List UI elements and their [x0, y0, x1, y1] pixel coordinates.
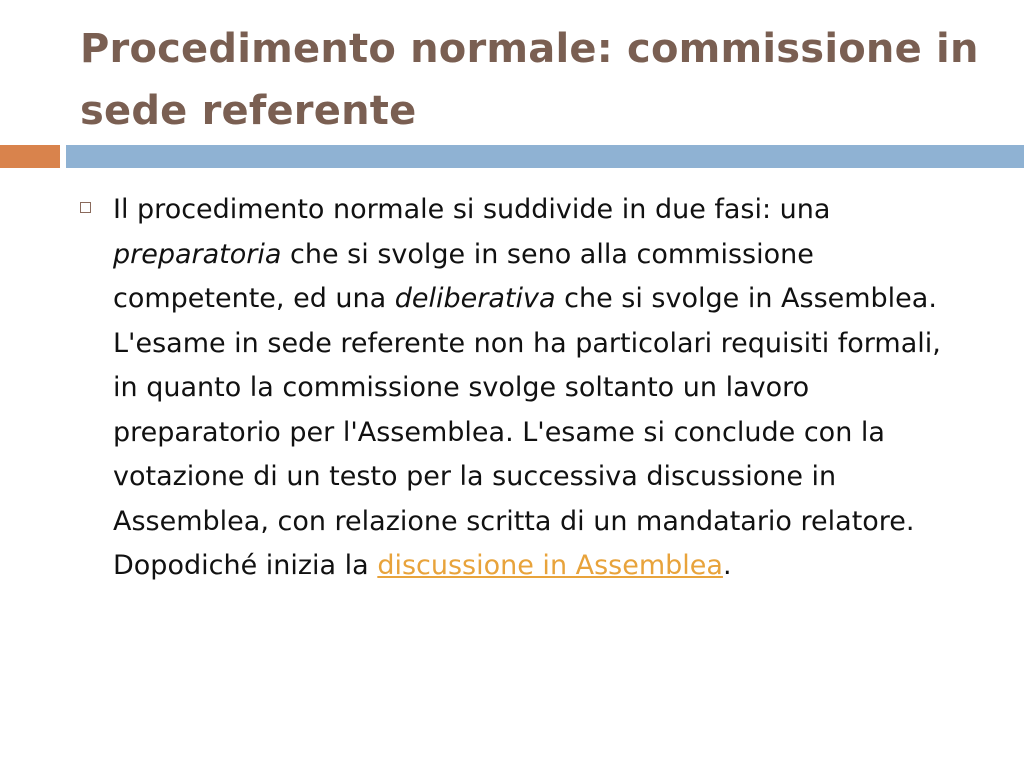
emphasis-deliberativa: deliberativa: [394, 283, 556, 314]
discussione-in-assemblea-link[interactable]: discussione in Assemblea: [377, 550, 723, 581]
bullet-text: [113, 188, 963, 589]
bullet-text-part-1: Il procedimento normale si suddivide in due fasi: una: [113, 194, 831, 225]
emphasis-preparatoria: preparatoria: [113, 238, 282, 270]
accent-bar-orange: [0, 145, 60, 168]
slide-content: [80, 188, 970, 589]
slide-title: Procedimento normale: commissione in sede referente: [80, 26, 979, 134]
bullet-text-part-4: .: [722, 550, 732, 581]
bullet-text-part-3: che si svolge in Assemblea. L'esame in sede referente non ha particolari requisiti formali, in quanto la commissione svolge soltanto un lavoro preparatorio per l'Assemblea. L'esame si conclude con la votazione di un testo per la successiva discussione in Assemblea, con relazione scritta di un mandatario relatore. Dopodiché inizia la: [113, 283, 941, 581]
accent-bar-blue: [66, 145, 1024, 168]
bullet-text-part-2: che si svolge in seno alla commissione competente, ed una: [113, 238, 814, 314]
bullet-item: [80, 188, 970, 589]
square-bullet-icon: [80, 202, 91, 213]
